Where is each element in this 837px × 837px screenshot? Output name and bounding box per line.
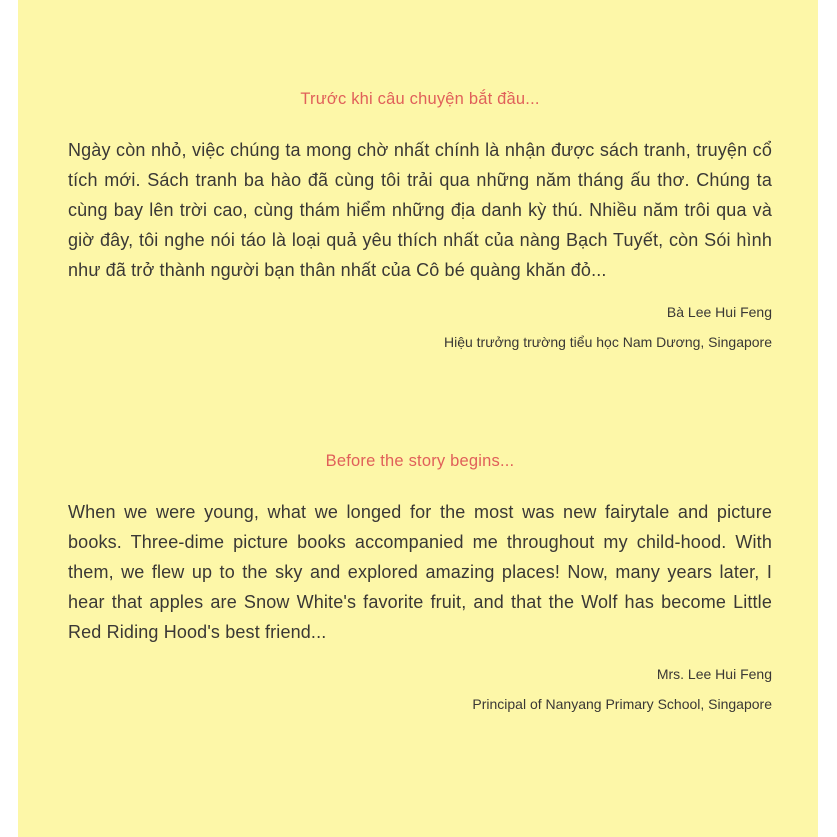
vietnamese-author-title: Hiệu trưởng trường tiểu học Nam Dương, Singapore (443, 334, 772, 350)
english-foreword (68, 452, 772, 719)
vietnamese-heading: Trước khi câu chuyện bắt đầu... (300, 90, 540, 108)
book-page (18, 0, 818, 837)
vietnamese-signature (68, 297, 772, 357)
english-body: When we were young, what we longed for the most was new fairytale and picture books. Three-dime picture books accompanied me throughout my child-hood. With them, we flew up to the sky and explored amazing places! Now, many years later, I hear that apples are Snow White's favorite fruit, and that the Wolf has become Little Red Riding Hood's best friend... (68, 502, 772, 642)
english-author-title: Principal of Nanyang Primary School, Singapore (472, 696, 772, 712)
english-heading: Before the story begins... (325, 452, 515, 470)
english-signature (68, 659, 772, 719)
vietnamese-foreword (68, 90, 772, 357)
vietnamese-author: Bà Lee Hui Feng (666, 304, 772, 320)
english-author: Mrs. Lee Hui Feng (656, 666, 772, 682)
vietnamese-body: Ngày còn nhỏ, việc chúng ta mong chờ nhất chính là nhận được sách tranh, truyện cổ tích mới. Sách tranh ba hào đã cùng tôi trải qua những năm tháng ấu thơ. Chúng ta cùng bay lên trời cao, cùng thám hiểm những địa danh kỳ thú. Nhiều năm trôi qua và giờ đây, tôi nghe nói táo là loại quả yêu thích nhất của nàng Bạch Tuyết, còn Sói hình như đã trở thành người bạn thân nhất của Cô bé quàng khăn đỏ... (68, 140, 772, 280)
